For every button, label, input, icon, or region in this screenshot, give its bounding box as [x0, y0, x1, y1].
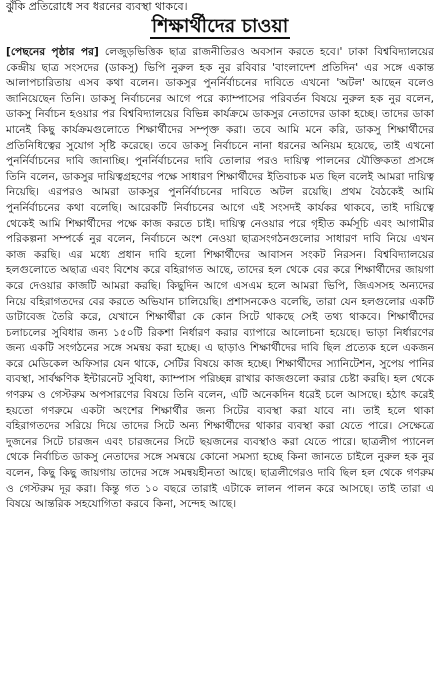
article-paragraph-text: লেজুড়ভিত্তিক ছাত্র রাজনীতিরও অবসান করতে হবে।' ঢাকা বিশ্ববিদ্যালয়ের কেন্দ্রীয় ছাত্র সংসদের (ডাকসু) ভিপি নুরুল হক নুর রবিবার 'বাংলাদেশ প্রতিদিন' এর সঙ্গে একান্ত আলাপচারিতায় এসব কথা বলেন। ডাকসুর পুনর্নির্বাচনের দাবিতে এখনো 'অটল' আছেন বলেও জানিয়েছেন তিনি। ডাকসু নির্বাচনের আগে পরে ক্যাম্পাসের পরিবর্তন বিষয়ে নুরুল হক নুর বলেন, ডাকসু নির্বাচন হওয়ার পর বিশ্ববিদ্যালয়ের বিভিন্ন কার্যক্রমে ডাকসুর নেতাদের ডাকা হচ্ছে। তাদের ডাকা মানেই কিছু কার্যক্রমগুলোতে শিক্ষার্থীদের সম্পৃক্ত করা। তবে আমি মনে করি, ডাকসু শিক্ষার্থীদের প্রতিনিধিত্বের সুযোগ সৃষ্টি করেছে। তবে ডাকসু নির্বাচনে নানা ধরনের অনিয়ম হয়েছে, তাই এখনো পুনর্নির্বাচনের দাবি জানাচ্ছি। পুনর্নির্বাচনের দাবি তোলার পরও দায়িত্ব পালনের যৌক্তিকতা প্রসঙ্গে তিনি বলেন, ডাকসুর দায়িত্বগ্রহণের পক্ষে সাধারণ শিক্ষার্থীদের ইতিবাচক মত ছিল বলেই আমরা দায়িত্ব নিয়েছি। এরপরও আমরা ডাকসুর পুনর্নির্বাচনের দাবিতে অটল রয়েছি। প্রথম বৈঠকেই আমি পুনর্নির্বাচনের কথা বলেছি। আরেকটি নির্বাচনের আগে এই সংসদই কার্যকর থাকবে, তাই দায়িত্বে থেকেই আমি শিক্ষার্থীদের পক্ষে কাজ করতে চাই। দায়িত্ব নেওয়ার পরে গৃহীত কর্মসূচি এবং আগামীর পরিকল্পনা সম্পর্কে নুর বলেন, নির্বাচনে অংশ নেওয়া ছাত্রসংগঠনগুলোর সাধারণ দাবি নিয়ে এখন কাজ করছি। এর মধ্যে প্রধান দাবি হলো শিক্ষার্থীদের আবাসন সংকট নিরসন। বিশ্ববিদ্যালয়ের হলগুলোতে অছাত্র এবং বিশেষ করে বহিরাগত আছে, তাদের হল থেকে বের করে শিক্ষার্থীদের জায়গা করে দেওয়ার কাজটি আমরা করছি। কিছুদিন আগে এসএম হলে আমরা ভিপি, জিএসসহ অন্যদের নিয়ে বহিরাগতদের বের করতে অভিযান চালিয়েছি। প্রশাসনকেও বলেছি, তারা যেন হলগুলোর একটি ডাটাবেজ তৈরি করে, যেখানে শিক্ষার্থীরা কে কোন সিটে থাকছে সেই তথ্য থাকবে। শিক্ষার্থীদের চলাচলের সুবিধার জন্য ১৫০টি রিকশা নির্ধারণ করার ব্যাপারে আলোচনা হয়েছে। ভাড়া নির্ধারণের জন্য একটি সংগঠনের সঙ্গে সমন্বয় করা হচ্ছে। এ ছাড়াও শিক্ষার্থীদের দাবি ছিল প্রত্যেক হলে একজন করে মেডিকেল অফিসার যেন থাকে, সেটির বিষয়ে কাজ হচ্ছে। শিক্ষার্থীদের স্যানিটেশন, সুপেয় পানির ব্যবস্থা, সার্বক্ষণিক ইন্টারনেট সুবিধা, ক্যাম্পাস পরিচ্ছন্ন রাখার কাজগুলো করার চেষ্টা করছি। হল থেকে গণরুম ও গেস্টরুম অপসারণের বিষয়ে তিনি বলেন, এটি অনেকদিন ধরেই চলে আসছে। হঠাৎ করেই হয়তো গণরুমে একটা অংশের শিক্ষার্থীর জন্য সিটের ব্যবস্থা করা যাবে না। তাই হলে থাকা বহিরাগতদের সরিয়ে দিয়ে তাদের সিটে অন্য শিক্ষার্থীদের থাকার ব্যবস্থা করা যেতে পারে। সেক্ষেত্রে দুজনের সিটে চারজন এবং চারজনের সিটে ছয়জনের ব্যবস্থাও করা যেতে পারে। ছাত্রলীগ প্যানেল থেকে নির্বাচিত ডাকসু নেতাদের সঙ্গে সমন্বয়ে কোনো সমস্যা হচ্ছে কিনা জানতে চাইলে নুরুল হক নুর বলেন, কিছু কিছু জায়গায় তাদের সঙ্গে সমন্বয়হীনতা আছে। ছাত্রলীগেরও দাবি ছিল হল থেকে গণরুম ও গেস্টরুম দূর করা। কিন্তু গত ১০ বছরে তারাই এটাকে লালন পালন করে আসছে। তাই তারা এ বিষয়ে আন্তরিক সহযোগিতা করবে কিনা, সন্দেহ আছে।	[6, 46, 434, 511]
article-headline-box	[6, 15, 434, 39]
continued-from-label: [পেছনের পৃষ্ঠার পর]	[6, 46, 99, 58]
article-headline: শিক্ষার্থীদের চাওয়া	[151, 15, 289, 37]
article-body	[6, 45, 434, 513]
article-paragraph	[6, 45, 434, 513]
preceding-text-line: ঝুঁকি প্রতিরোধে সব ধরনের ব্যবস্থা থাকবে।	[6, 0, 188, 13]
